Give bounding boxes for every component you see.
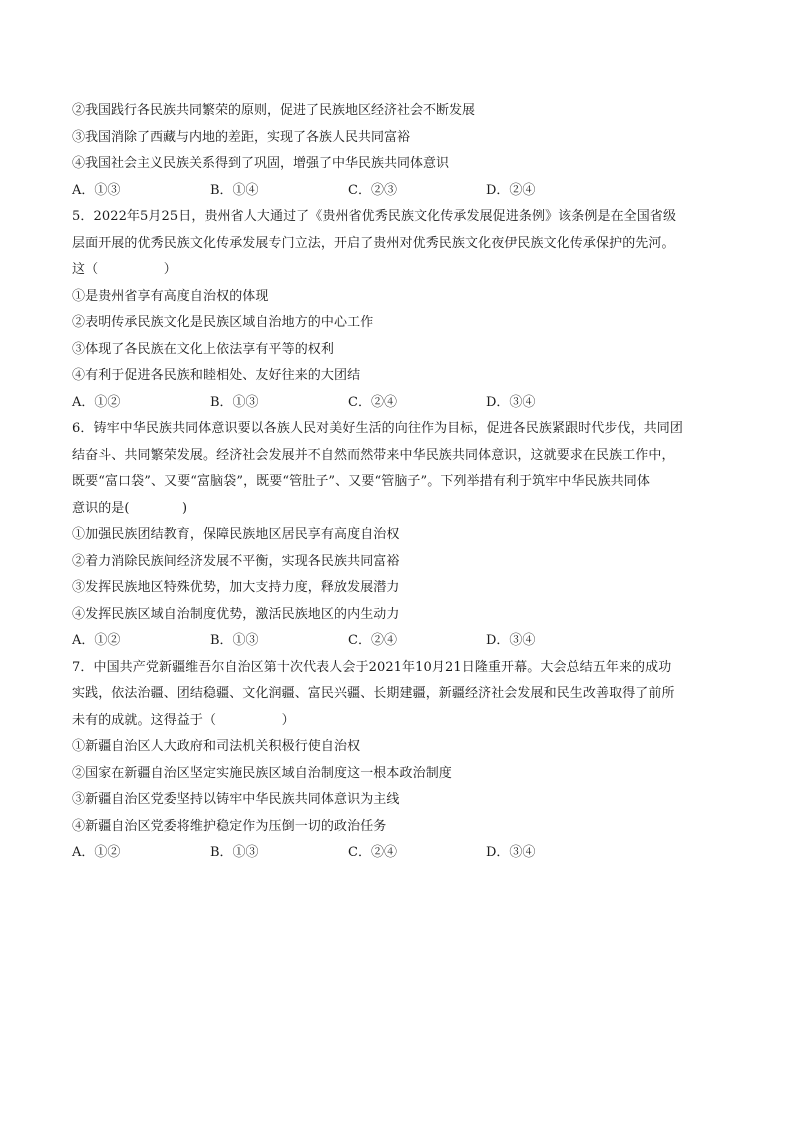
statement: ②表明传承民族文化是民族区域自治地方的中心工作 (72, 315, 374, 330)
option-c: C．②④ (348, 394, 397, 410)
exam-page (72, 98, 732, 867)
statement: ③体现了各民族在文化上依法享有平等的权利 (72, 341, 335, 357)
option-c: C．②③ (348, 182, 397, 198)
option-a: A．①② (72, 845, 121, 860)
statement: ②国家在新疆自治区坚定实施民族区域自治制度这一根本政治制度 (72, 765, 452, 781)
option-a: A．①② (72, 633, 121, 648)
question-stem-line: 层面开展的优秀民族文化传承发展专门立法，开启了贵州对优秀民族文化夜伊民族文化传承保护的先河。 (72, 235, 675, 251)
question-6 (72, 416, 732, 655)
option-b: B．①③ (210, 845, 259, 860)
option-d: D．③④ (486, 633, 536, 648)
question-stem-line: 未有的成就。这得益于（ ） (72, 712, 295, 728)
option-a: A．①③ (72, 182, 121, 198)
option-d: D．②④ (486, 182, 536, 198)
question-stem-line: 7．中国共产党新疆维吾尔自治区第十次代表人会于2021年10月21日隆重开幕。大会总结五年来的成功 (72, 659, 672, 675)
question-stem-line: 这（ ） (72, 262, 177, 277)
statement: ①是贵州省享有高度自治权的体现 (72, 288, 269, 304)
question-7 (72, 655, 732, 867)
statement: ②我国践行各民族共同繁荣的原则，促进了民族地区经济社会不断发展 (72, 103, 476, 118)
option-c: C．②④ (348, 845, 397, 860)
question-4-continued (72, 98, 732, 204)
option-c: C．②④ (348, 633, 397, 648)
option-b: B．①④ (210, 182, 259, 198)
question-stem-line: 意识的是( ) (72, 500, 188, 516)
question-5 (72, 204, 732, 416)
statement: ①加强民族团结教育，保障民族地区居民享有高度自治权 (72, 527, 400, 542)
option-a: A．①② (72, 394, 121, 410)
question-stem-line: 实践，依法治疆、团结稳疆、文化润疆、富民兴疆、长期建疆，新疆经济社会发展和民生改善取得了前所 (72, 686, 675, 701)
question-stem-line: 6．铸牢中华民族共同体意识要以各族人民对美好生活的向往作为目标，促进各民族紧跟时代步伐，共同团 (72, 421, 683, 436)
option-d: D．③④ (486, 845, 536, 860)
option-d: D．③④ (486, 394, 536, 410)
statement: ④有利于促进各民族和睦相处、友好往来的大团结 (72, 368, 361, 383)
option-b: B．①③ (210, 394, 259, 410)
statement: ④我国社会主义民族关系得到了巩固，增强了中华民族共同体意识 (72, 156, 450, 171)
statement: ①新疆自治区人大政府和司法机关积极行使自治权 (72, 739, 361, 754)
question-stem-line: 结奋斗、共同繁荣发展。经济社会发展并不自然而然带来中华民族共同体意识，这就要求在民族工作中， (72, 447, 675, 463)
answer-options (72, 178, 732, 205)
statement: ②着力消除民族间经济发展不平衡，实现各民族共同富裕 (72, 553, 400, 569)
statement: ④发挥民族区域自治制度优势，激活民族地区的内生动力 (72, 606, 400, 622)
statement: ③新疆自治区党委坚持以铸牢中华民族共同体意识为主线 (72, 792, 400, 807)
statement: ③我国消除了西藏与内地的差距，实现了各族人民共同富裕 (72, 129, 411, 145)
question-stem-line: 5．2022年5月25日，贵州省人大通过了《贵州省优秀民族文化传承发展促进条例》该条例是在全国省级 (72, 209, 677, 224)
statement: ③发挥民族地区特殊优势，加大支持力度，释放发展潜力 (72, 580, 400, 595)
answer-options (72, 628, 732, 655)
question-stem-line: 既要“富口袋”、又要“富脑袋”，既要“管肚子”、又要“管脑子”。下列举措有利于筑牢中华民族共同体 (72, 474, 650, 489)
option-b: B．①③ (210, 633, 259, 648)
answer-options (72, 390, 732, 417)
statement: ④新疆自治区党委将维护稳定作为压倒一切的政治任务 (72, 818, 387, 834)
answer-options (72, 840, 732, 867)
